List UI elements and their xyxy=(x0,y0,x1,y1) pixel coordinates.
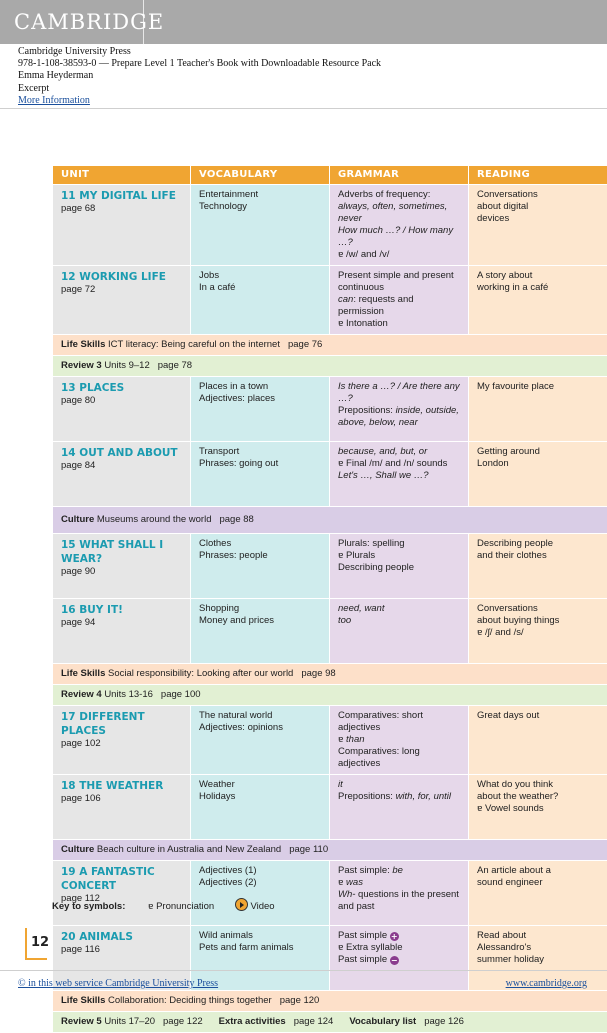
review-band xyxy=(53,1012,607,1033)
reading-text: Describing people xyxy=(477,538,599,550)
grammar-text: Past simple xyxy=(338,954,387,965)
reading-text: about buying things xyxy=(477,615,599,627)
life-skills-band xyxy=(53,335,607,356)
unit-title: 12 WORKING LIFE xyxy=(61,270,182,284)
vocab-item: Wild animals xyxy=(199,930,321,942)
author-line: Emma Heyderman xyxy=(18,70,381,82)
grammar-italic: need, want xyxy=(338,603,460,615)
grammar-italic: How much …? / How many …? xyxy=(338,225,460,249)
band-page: page 120 xyxy=(280,995,320,1006)
band-page: page 110 xyxy=(289,844,328,855)
copyright-link[interactable]: © in this web service Cambridge University Press xyxy=(18,978,218,989)
grammar-italic: Let's …, Shall we …? xyxy=(338,470,460,482)
grammar-pron: /w/ and /v/ xyxy=(346,249,389,260)
vocab-item: Phrases: going out xyxy=(199,458,321,470)
unit-row-17 xyxy=(53,706,607,775)
grammar-pron: Final /m/ and /n/ sounds xyxy=(346,458,447,469)
pronunciation-icon: ɐ xyxy=(148,902,153,912)
pronunciation-icon: ɐ xyxy=(338,250,343,260)
reading-text: about the weather? xyxy=(477,791,599,803)
vocab-item: The natural world xyxy=(199,710,321,722)
vocab-item: Places in a town xyxy=(199,381,321,393)
vocab-item: Adjectives: places xyxy=(199,393,321,405)
pronunciation-icon: ɐ xyxy=(477,628,482,638)
grammar-text: Past simple: xyxy=(338,865,392,876)
band-page: page 122 xyxy=(163,1016,203,1027)
unit-row-11 xyxy=(53,185,607,266)
band-text: Collaboration: Deciding things together xyxy=(108,995,272,1006)
table-header-row xyxy=(53,166,607,185)
pronunciation-icon: ɐ xyxy=(338,735,343,745)
excerpt-line: Excerpt xyxy=(18,83,381,95)
unit-page: page 112 xyxy=(61,893,182,905)
band-page: page 78 xyxy=(158,360,192,371)
logo-box xyxy=(0,0,144,44)
header-reading: READING xyxy=(469,166,607,185)
vocab-item: Adjectives (2) xyxy=(199,877,321,889)
pronunciation-icon: ɐ xyxy=(338,551,343,561)
band-page: page 88 xyxy=(219,514,253,525)
unit-title: 11 MY DIGITAL LIFE xyxy=(61,189,182,203)
publisher-header xyxy=(0,0,607,44)
footer-divider xyxy=(0,970,607,971)
grammar-pron: Intonation xyxy=(346,318,388,329)
key-video: Video xyxy=(250,901,274,912)
vocab-item: Entertainment xyxy=(199,189,321,201)
grammar-text: : requests and permission xyxy=(338,294,414,317)
grammar-italic: Wh- xyxy=(338,889,355,900)
vocab-item: Weather xyxy=(199,779,321,791)
band-label: Life Skills xyxy=(61,668,105,679)
unit-row-14 xyxy=(53,442,607,507)
vocab-item: Clothes xyxy=(199,538,321,550)
reading-pron: Vowel sounds xyxy=(485,803,544,814)
grammar-text: Prepositions: xyxy=(338,791,396,802)
grammar-text: Comparatives: short adjectives xyxy=(338,710,460,734)
vocab-item: Money and prices xyxy=(199,615,321,627)
vocab-item: Shopping xyxy=(199,603,321,615)
unit-page: page 68 xyxy=(61,203,182,215)
vocab-item: Adjectives (1) xyxy=(199,865,321,877)
band-label: Culture xyxy=(61,514,94,525)
band-label: Life Skills xyxy=(61,339,105,350)
unit-page: page 116 xyxy=(61,944,182,956)
band-page: page 76 xyxy=(288,339,322,350)
grammar-italic: can xyxy=(338,294,353,305)
grammar-pron: Extra syllable xyxy=(346,942,403,953)
culture-band xyxy=(53,840,607,861)
vocabulary-list-label: Vocabulary list xyxy=(349,1016,416,1027)
unit-title: 16 BUY IT! xyxy=(61,603,182,617)
reading-text: Getting around xyxy=(477,446,599,458)
reading-text: about digital xyxy=(477,201,599,213)
band-text: Museums around the world xyxy=(97,514,212,525)
header-grammar: GRAMMAR xyxy=(330,166,469,185)
band-text: Units 17–20 xyxy=(104,1016,155,1027)
page-number: 12 xyxy=(31,935,49,950)
band-text: Units 13-16 xyxy=(104,689,153,700)
unit-title: 18 THE WEATHER xyxy=(61,779,182,793)
grammar-text: Prepositions: xyxy=(338,405,396,416)
reading-text: Alessandro's xyxy=(477,942,599,954)
unit-title: 17 DIFFERENT PLACES xyxy=(61,710,182,738)
unit-row-12 xyxy=(53,266,607,335)
reading-text: summer holiday xyxy=(477,954,599,966)
unit-title: 14 OUT AND ABOUT xyxy=(61,446,182,460)
unit-page: page 72 xyxy=(61,284,182,296)
vocab-item: Transport xyxy=(199,446,321,458)
unit-title: 20 ANIMALS xyxy=(61,930,182,944)
reading-text: sound engineer xyxy=(477,877,599,889)
unit-title: 13 PLACES xyxy=(61,381,182,395)
vocab-item: Pets and farm animals xyxy=(199,942,321,954)
pronunciation-icon: ɐ xyxy=(477,804,482,814)
pronunciation-icon: ɐ xyxy=(338,459,343,469)
pronunciation-icon: ɐ xyxy=(338,878,343,888)
more-information-link[interactable]: More Information xyxy=(18,95,90,106)
vocab-item: Technology xyxy=(199,201,321,213)
grammar-text: Comparatives: long adjectives xyxy=(338,746,460,770)
cambridge-logo: CAMBRIDGE xyxy=(14,10,164,34)
page-corner-mark xyxy=(25,958,47,960)
grammar-pron: than xyxy=(346,734,365,745)
reading-text: devices xyxy=(477,213,599,225)
unit-page: page 80 xyxy=(61,395,182,407)
symbol-key xyxy=(52,898,275,912)
grammar-text: Adverbs of frequency: xyxy=(338,189,430,200)
header-unit: UNIT xyxy=(53,166,191,185)
grammar-text: Plurals: spelling xyxy=(338,538,460,550)
grammar-text: Past simple xyxy=(338,930,387,941)
band-label: Review 3 xyxy=(61,360,102,371)
band-text: Beach culture in Australia and New Zealand xyxy=(97,844,281,855)
unit-page: page 90 xyxy=(61,566,182,578)
unit-row-16 xyxy=(53,599,607,664)
review-band xyxy=(53,685,607,706)
band-label: Review 5 xyxy=(61,1016,102,1027)
reading-pron: /ʃ/ and /s/ xyxy=(485,627,524,638)
vocab-item: Adjectives: opinions xyxy=(199,722,321,734)
unit-page: page 84 xyxy=(61,460,182,472)
video-icon xyxy=(235,898,248,911)
extra-activities-page: page 124 xyxy=(294,1016,334,1027)
metadata-divider xyxy=(0,108,607,109)
key-pronunciation: Pronunciation xyxy=(156,901,214,912)
unit-page: page 94 xyxy=(61,617,182,629)
book-metadata xyxy=(18,46,381,107)
band-text: Social responsibility: Looking after our world xyxy=(108,668,293,679)
grammar-italic: with, for, until xyxy=(396,791,451,802)
grammar-italic: be xyxy=(392,865,403,876)
unit-page: page 106 xyxy=(61,793,182,805)
reading-text: My favourite place xyxy=(477,381,599,393)
band-text: Units 9–12 xyxy=(104,360,149,371)
unit-title: 19 A FANTASTIC CONCERT xyxy=(61,865,182,893)
grammar-italic: Is there a …? / Are there any …? xyxy=(338,381,460,405)
isbn-title-line: 978-1-108-38593-0 — Prepare Level 1 Teacher's Book with Downloadable Resource Pack xyxy=(18,58,381,70)
page-corner-mark xyxy=(25,928,27,958)
grammar-text: Describing people xyxy=(338,562,460,574)
band-label: Life Skills xyxy=(61,995,105,1006)
unit-page: page 102 xyxy=(61,738,182,750)
band-page: page 98 xyxy=(301,668,335,679)
publisher-line: Cambridge University Press xyxy=(18,46,381,58)
grammar-italic: it xyxy=(338,779,460,791)
grammar-italic: too xyxy=(338,615,460,627)
unit-row-19 xyxy=(53,861,607,926)
reading-text: Conversations xyxy=(477,189,599,201)
reading-text: London xyxy=(477,458,599,470)
plus-icon: + xyxy=(390,932,399,941)
unit-row-15 xyxy=(53,534,607,599)
grammar-text: questions in the present and past xyxy=(338,889,459,912)
extra-activities-label: Extra activities xyxy=(219,1016,286,1027)
minus-icon: − xyxy=(390,956,399,965)
band-label: Culture xyxy=(61,844,94,855)
grammar-pron: Plurals xyxy=(346,550,375,561)
reading-text: Great days out xyxy=(477,710,599,722)
reading-text: A story about xyxy=(477,270,599,282)
vocab-item: Holidays xyxy=(199,791,321,803)
unit-row-13 xyxy=(53,377,607,442)
vocab-item: Phrases: people xyxy=(199,550,321,562)
reading-text: Read about xyxy=(477,930,599,942)
life-skills-band xyxy=(53,991,607,1012)
header-vocabulary: VOCABULARY xyxy=(191,166,330,185)
grammar-italic: inside, outside, above, below, near xyxy=(338,405,459,428)
band-label: Review 4 xyxy=(61,689,102,700)
reading-text: and their clothes xyxy=(477,550,599,562)
pronunciation-icon: ɐ xyxy=(338,319,343,329)
band-text: ICT literacy: Being careful on the internet xyxy=(108,339,280,350)
website-link[interactable]: www.cambridge.org xyxy=(506,978,587,989)
grammar-italic: because, and, but, or xyxy=(338,446,460,458)
key-label: Key to symbols: xyxy=(52,901,125,912)
life-skills-band xyxy=(53,664,607,685)
grammar-pron: was xyxy=(346,877,363,888)
vocab-item: In a café xyxy=(199,282,321,294)
reading-text: What do you think xyxy=(477,779,599,791)
pronunciation-icon: ɐ xyxy=(338,943,343,953)
culture-band xyxy=(53,507,607,534)
vocabulary-list-page: page 126 xyxy=(424,1016,464,1027)
unit-title: 15 WHAT SHALL I WEAR? xyxy=(61,538,182,566)
band-page: page 100 xyxy=(161,689,201,700)
unit-row-18 xyxy=(53,775,607,840)
reading-text: An article about a xyxy=(477,865,599,877)
review-band xyxy=(53,356,607,377)
reading-text: Conversations xyxy=(477,603,599,615)
reading-text: working in a café xyxy=(477,282,599,294)
grammar-italic: always, often, sometimes, never xyxy=(338,201,447,224)
vocab-item: Jobs xyxy=(199,270,321,282)
grammar-text: Present simple and present continuous xyxy=(338,270,460,294)
